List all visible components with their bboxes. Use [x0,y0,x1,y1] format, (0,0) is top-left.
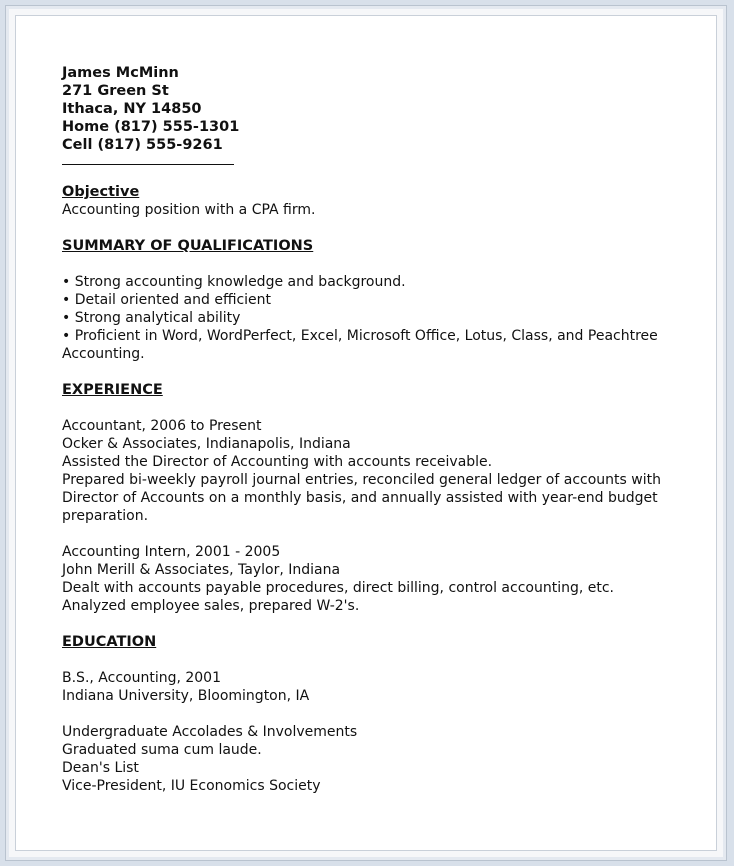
experience-job-2 [62,543,682,615]
contact-city: Ithaca, NY 14850 [62,101,202,117]
objective-text: Accounting position with a CPA firm. [62,202,316,218]
contact-block [62,64,682,154]
job-line: preparation. [62,508,149,524]
resume-page [15,15,717,851]
contact-name: James McMinn [62,65,179,81]
contact-cell-phone: Cell (817) 555-9261 [62,137,223,153]
document-frame [5,5,727,861]
education-line: Undergraduate Accolades & Involvements [62,724,358,740]
education-line: Dean's List [62,760,139,776]
qualifications-list [62,273,682,363]
job-line: John Merill & Associates, Taylor, Indiana [62,562,341,578]
contact-address: 271 Green St [62,83,169,99]
education-line: B.S., Accounting, 2001 [62,670,221,686]
job-line: Prepared bi-weekly payroll journal entries, reconciled general ledger of accounts with [62,472,661,488]
job-line: Analyzed employee sales, prepared W-2's. [62,598,360,614]
objective-heading: Objective [62,184,140,200]
education-line: Graduated suma cum laude. [62,742,262,758]
job-line: Accounting Intern, 2001 - 2005 [62,544,281,560]
education-heading: EDUCATION [62,634,157,650]
job-line: Dealt with accounts payable procedures, direct billing, control accounting, etc. [62,580,615,596]
experience-heading: EXPERIENCE [62,382,163,398]
job-line: Ocker & Associates, Indianapolis, Indiana [62,436,351,452]
job-line: Accountant, 2006 to Present [62,418,262,434]
education-accolades [62,723,682,795]
experience-job-1 [62,417,682,525]
education-line: Vice-President, IU Economics Society [62,778,321,794]
resume-content [62,64,682,795]
qualifications-heading: SUMMARY OF QUALIFICATIONS [62,238,314,254]
list-item: • Proficient in Word, WordPerfect, Excel, Microsoft Office, Lotus, Class, and Peachtree [62,328,658,344]
job-line: Director of Accounts on a monthly basis, and annually assisted with year-end budget [62,490,658,506]
list-item: • Strong analytical ability [62,310,241,326]
job-line: Assisted the Director of Accounting with accounts receivable. [62,454,493,470]
education-line: Indiana University, Bloomington, IA [62,688,310,704]
contact-divider [62,164,234,165]
list-item: • Strong accounting knowledge and background. [62,274,406,290]
education-degree [62,669,682,705]
contact-home-phone: Home (817) 555-1301 [62,119,240,135]
list-item: • Detail oriented and efficient [62,292,272,308]
list-item: Accounting. [62,346,145,362]
